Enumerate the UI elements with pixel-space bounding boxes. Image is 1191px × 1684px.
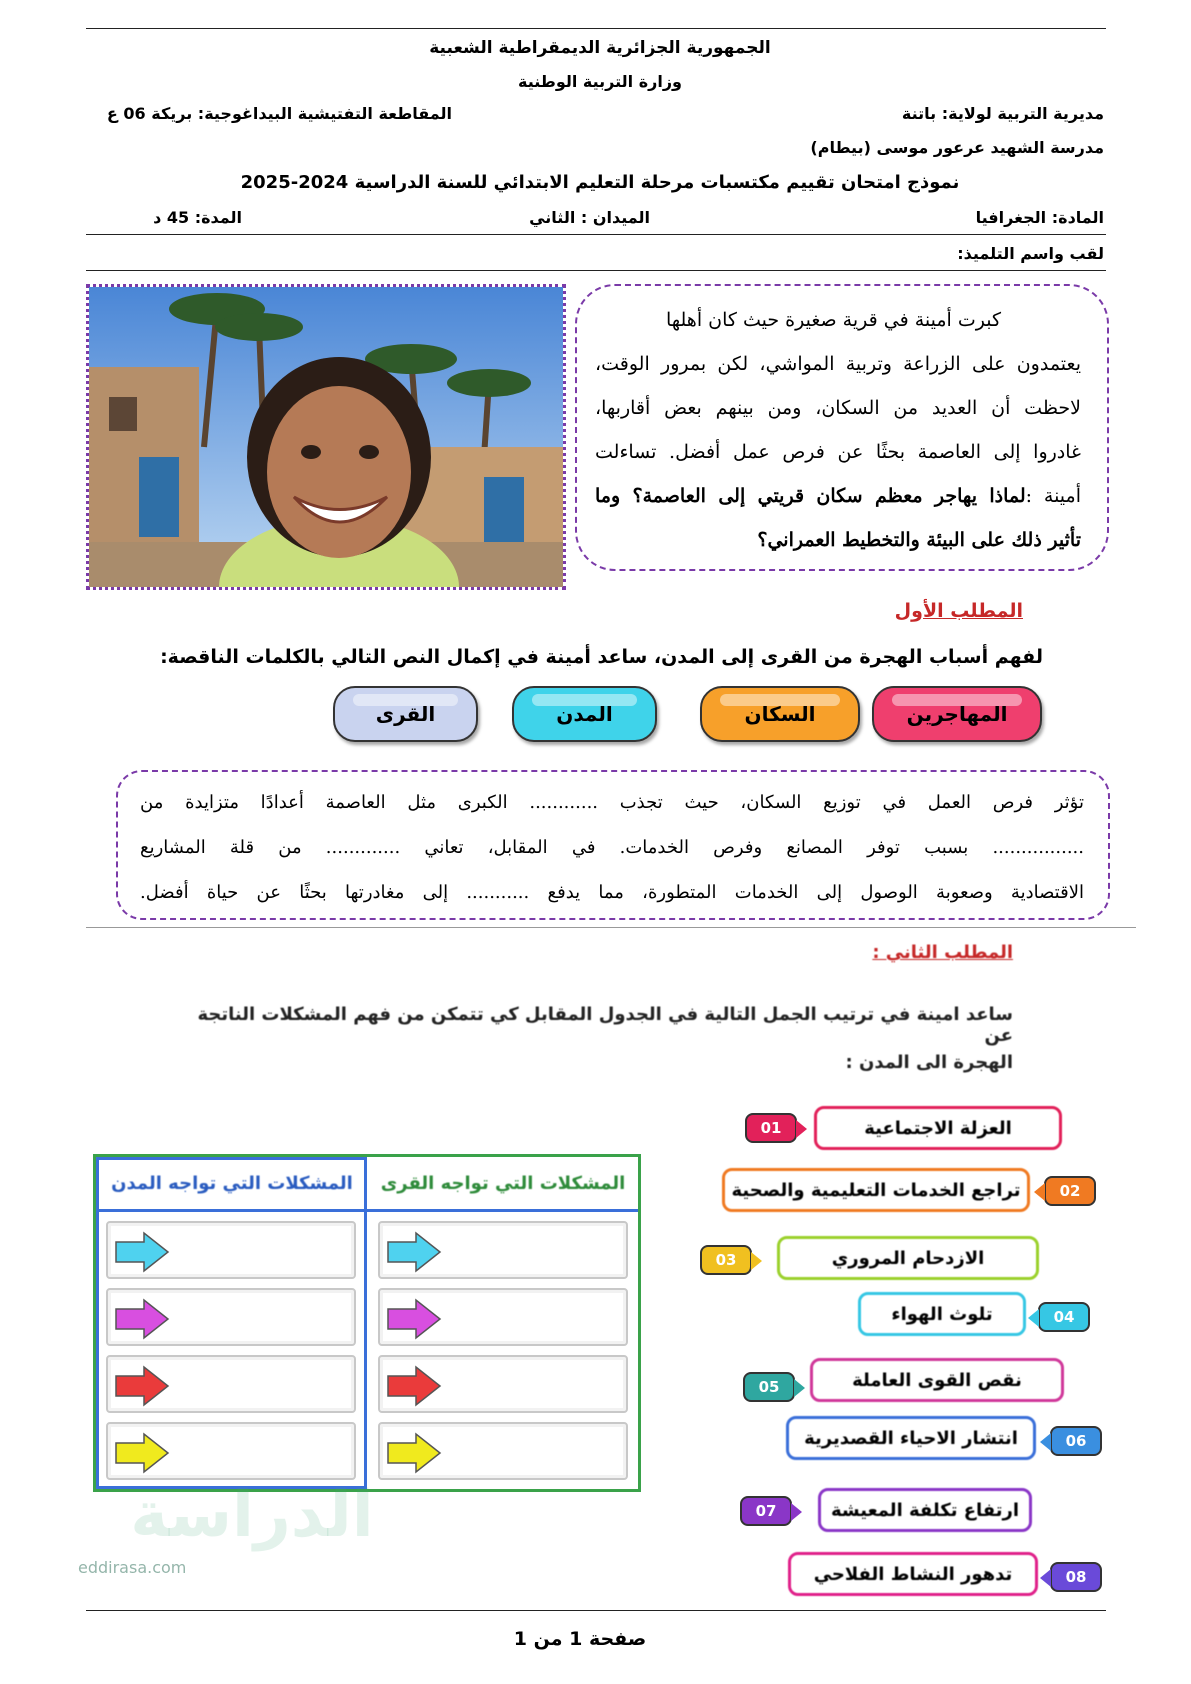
district-label: المقاطعة التفتيشية البيداغوجية: بريكة 06 ع (106, 104, 452, 123)
story-line-4: غادروا إلى العاصمة بحثًا عن فرص عمل أفضل. تساءلت (595, 441, 1081, 463)
item-label-02: تراجع الخدمات التعليمية والصحية (731, 1179, 1021, 1201)
city-answer-slot-2[interactable] (106, 1288, 356, 1346)
city-answer-slot-1[interactable] (106, 1221, 356, 1279)
ministry-title: وزارة التربية الوطنية (517, 72, 682, 91)
item-label-01: العزلة الاجتماعية (864, 1117, 1012, 1139)
city-answer-slot-3[interactable] (106, 1355, 356, 1413)
story-box (575, 284, 1109, 571)
part1-instruction: لفهم أسباب الهجرة من القرى إلى المدن، ساعد أمينة في إكمال النص التالي بالكلمات الناقصة: (160, 646, 1043, 668)
story-line-1: كبرت أمينة في قرية صغيرة حيث كان أهلها (665, 309, 1001, 331)
city-problems-header: المشكلات التي تواجه المدن (111, 1172, 353, 1194)
item-label-06: انتشار الاحياء القصديرية (804, 1427, 1018, 1449)
fill-line-2: ................ بسبب توفر المصانع وفرص الخدمات. في المقابل، تعاني ............. من قلة المشاريع (140, 837, 1084, 858)
field-label: الميدان : الثاني (529, 208, 650, 227)
item-label-07: ارتفاع تكلفة المعيشة (831, 1499, 1020, 1521)
fill-in-text-box (116, 770, 1110, 920)
word-pill-mudun[interactable] (512, 686, 657, 742)
word-pill-sukkan[interactable] (700, 686, 860, 742)
item-slums-spread[interactable] (786, 1416, 1036, 1460)
arrow-right-icon (386, 1231, 442, 1273)
village-photo-illustration (89, 287, 563, 587)
village-problems-header: المشكلات التي تواجه القرى (380, 1172, 626, 1194)
item-number-03: 03 (700, 1245, 752, 1275)
word-pill-muhajirin[interactable] (872, 686, 1042, 742)
story-question-2: تأثير ذلك على البيئة والتخطيط العمراني؟ (757, 529, 1081, 551)
arrow-right-icon (386, 1365, 442, 1407)
village-answer-slot-1[interactable] (378, 1221, 628, 1279)
part1-title: المطلب الأول (894, 600, 1023, 622)
arrow-right-icon (386, 1298, 442, 1340)
word-sukkan: السكان (744, 702, 816, 726)
arrow-right-icon (114, 1365, 170, 1407)
arrow-right-icon (114, 1231, 170, 1273)
story-line-2: يعتمدون على الزراعة وتربية المواشي، لكن بمرور الوقت، (595, 353, 1081, 375)
item-number-06: 06 (1050, 1426, 1102, 1456)
story-text (595, 298, 1081, 562)
village-answer-slot-4[interactable] (378, 1422, 628, 1480)
story-line-5-plain: أمينة : (1025, 485, 1081, 507)
girl-village-photo (86, 284, 566, 590)
item-air-pollution[interactable] (858, 1292, 1026, 1336)
village-answer-slot-2[interactable] (378, 1288, 628, 1346)
item-label-04: تلوث الهواء (891, 1303, 993, 1325)
item-number-04: 04 (1038, 1302, 1090, 1332)
subject-label: المادة: الجغرافيا (975, 208, 1104, 227)
student-name-label: لقب واسم التلميذ: (957, 244, 1104, 263)
word-qura: القرى (375, 702, 436, 726)
word-pill-qura[interactable] (333, 686, 478, 742)
story-line-3: لاحظت أن العديد من السكان، ومن بينهم بعض أقاربها، (595, 397, 1081, 419)
fill-in-paragraph (140, 780, 1084, 915)
school-label: مدرسة الشهيد عرعور موسى (بيطام) (810, 138, 1104, 157)
fill-line-1: تؤثر فرص العمل في توزيع السكان، حيث تجذب ............ الكبرى مثل العاصمة أعدادًا متزايدة من (140, 792, 1084, 813)
item-labor-shortage[interactable] (810, 1358, 1064, 1402)
city-answer-slot-4[interactable] (106, 1422, 356, 1480)
directorate-label: مديرية التربية لولاية: باتنة (901, 104, 1104, 123)
story-line-5 (595, 474, 1081, 518)
story-question-1: لماذا يهاجر معظم سكان قريتي إلى العاصمة؟ وما (595, 485, 1026, 507)
item-number-08: 08 (1050, 1562, 1102, 1592)
item-traffic-congestion[interactable] (777, 1236, 1039, 1280)
watermark-logo: الدراسة (130, 1478, 374, 1552)
item-decline-services[interactable] (722, 1168, 1030, 1212)
item-social-isolation[interactable] (814, 1106, 1062, 1150)
republic-title: الجمهورية الجزائرية الديمقراطية الشعبية (429, 38, 771, 58)
part2-instruction-line2: الهجرة الى المدن : (845, 1052, 1013, 1073)
item-label-08: تدهور النشاط الفلاحي (813, 1563, 1013, 1585)
fill-line-3: الاقتصادية وصعوبة الوصول إلى الخدمات المتطورة، مما يدفع ........... إلى مغادرتها بحثًا عن حياة أفضل. (140, 882, 1084, 903)
item-number-05: 05 (743, 1372, 795, 1402)
part2-instruction-line1: ساعد امينة في ترتيب الجمل التالية في الجدول المقابل كي تتمكن من فهم المشكلات الناتجة عن (197, 1004, 1013, 1046)
exam-title: نموذج امتحان تقييم مكتسبات مرحلة التعليم الابتدائي للسنة الدراسية 2024-2025 (240, 172, 960, 193)
watermark-url: eddirasa.com (78, 1558, 187, 1577)
item-number-01: 01 (745, 1113, 797, 1143)
item-cost-of-living[interactable] (818, 1488, 1032, 1532)
arrow-right-icon (114, 1432, 170, 1474)
part2-title: المطلب الثاني : (872, 942, 1013, 963)
item-number-07: 07 (740, 1496, 792, 1526)
word-muhajirin: المهاجرين (906, 702, 1008, 726)
village-answer-slot-3[interactable] (378, 1355, 628, 1413)
word-mudun: المدن (556, 702, 613, 726)
arrow-right-icon (386, 1432, 442, 1474)
duration-label: المدة: 45 د (153, 208, 242, 227)
item-number-02: 02 (1044, 1176, 1096, 1206)
problems-table (93, 1154, 641, 1492)
item-agriculture-decline[interactable] (788, 1552, 1038, 1596)
page-number: صفحة 1 من 1 (513, 1628, 647, 1650)
item-label-05: نقص القوى العاملة (852, 1369, 1022, 1391)
arrow-right-icon (114, 1298, 170, 1340)
item-label-03: الازدحام المروري (831, 1247, 985, 1269)
